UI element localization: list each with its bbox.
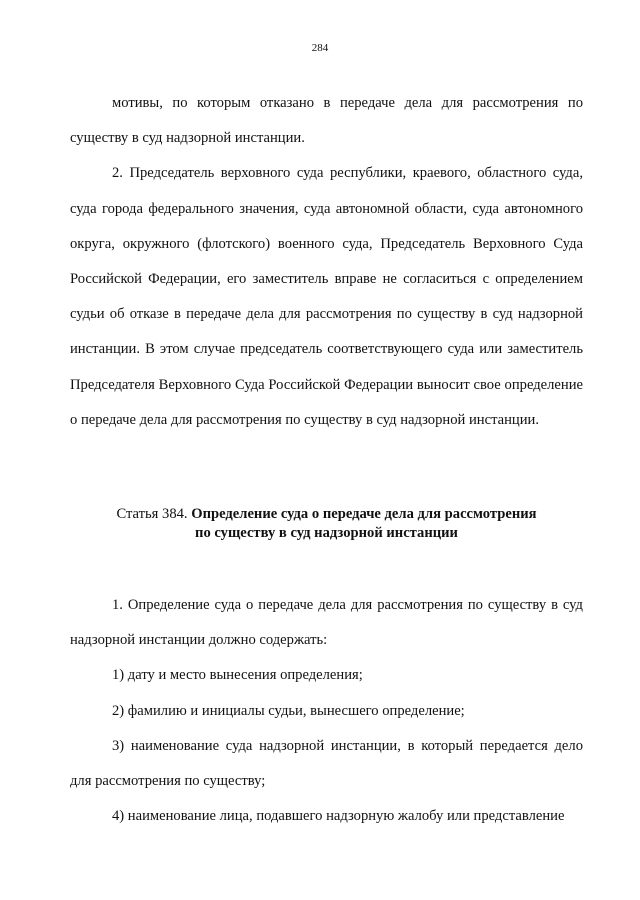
article-heading-line-1	[70, 505, 583, 524]
list-item-2: 2) фамилию и инициалы судьи, вынесшего определение;	[112, 702, 465, 719]
article-title-line-2: по существу в суд надзорной инстанции	[195, 525, 458, 541]
page-number: 284	[311, 42, 329, 54]
paragraph-continuation: мотивы, по которым отказано в передаче дела для рассмотрения по существу в суд надзорной инстанции.	[70, 95, 583, 147]
paragraph-1: 1. Определение суда о передаче дела для рассмотрения по существу в суд надзорной инстанции должно содержать:	[70, 597, 583, 649]
paragraph-2: 2. Председатель верховного суда республики, краевого, областного суда, суда города федерального значения, суда автономной области, суда автономного округа, окружного (флотского) военного суда, Председатель Верховного Суда Российской Федерации, его заместитель вправе не согласиться с определением судьи об отказе в передаче дела для рассмотрения по существу в суд надзорной инстанции. В этом случае председатель соответствующего суда или заместитель Председателя Верховного Суда Российской Федерации выносит свое определение о передаче дела для рассмотрения по существу в суд надзорной инстанции.	[70, 165, 583, 428]
bottom-text-block	[70, 588, 583, 834]
article-heading	[70, 505, 583, 543]
list-item-4: 4) наименование лица, подавшего надзорную жалобу или представление	[112, 808, 565, 825]
article-title-line-1: Определение суда о передаче дела для рассмотрения	[191, 506, 537, 522]
top-text-block	[70, 86, 583, 438]
list-item-1: 1) дату и место вынесения определения;	[112, 667, 363, 684]
list-item-3: 3) наименование суда надзорной инстанции, в который передается дело для рассмотрения по существу;	[70, 737, 583, 790]
article-label: Статья 384.	[116, 506, 188, 522]
